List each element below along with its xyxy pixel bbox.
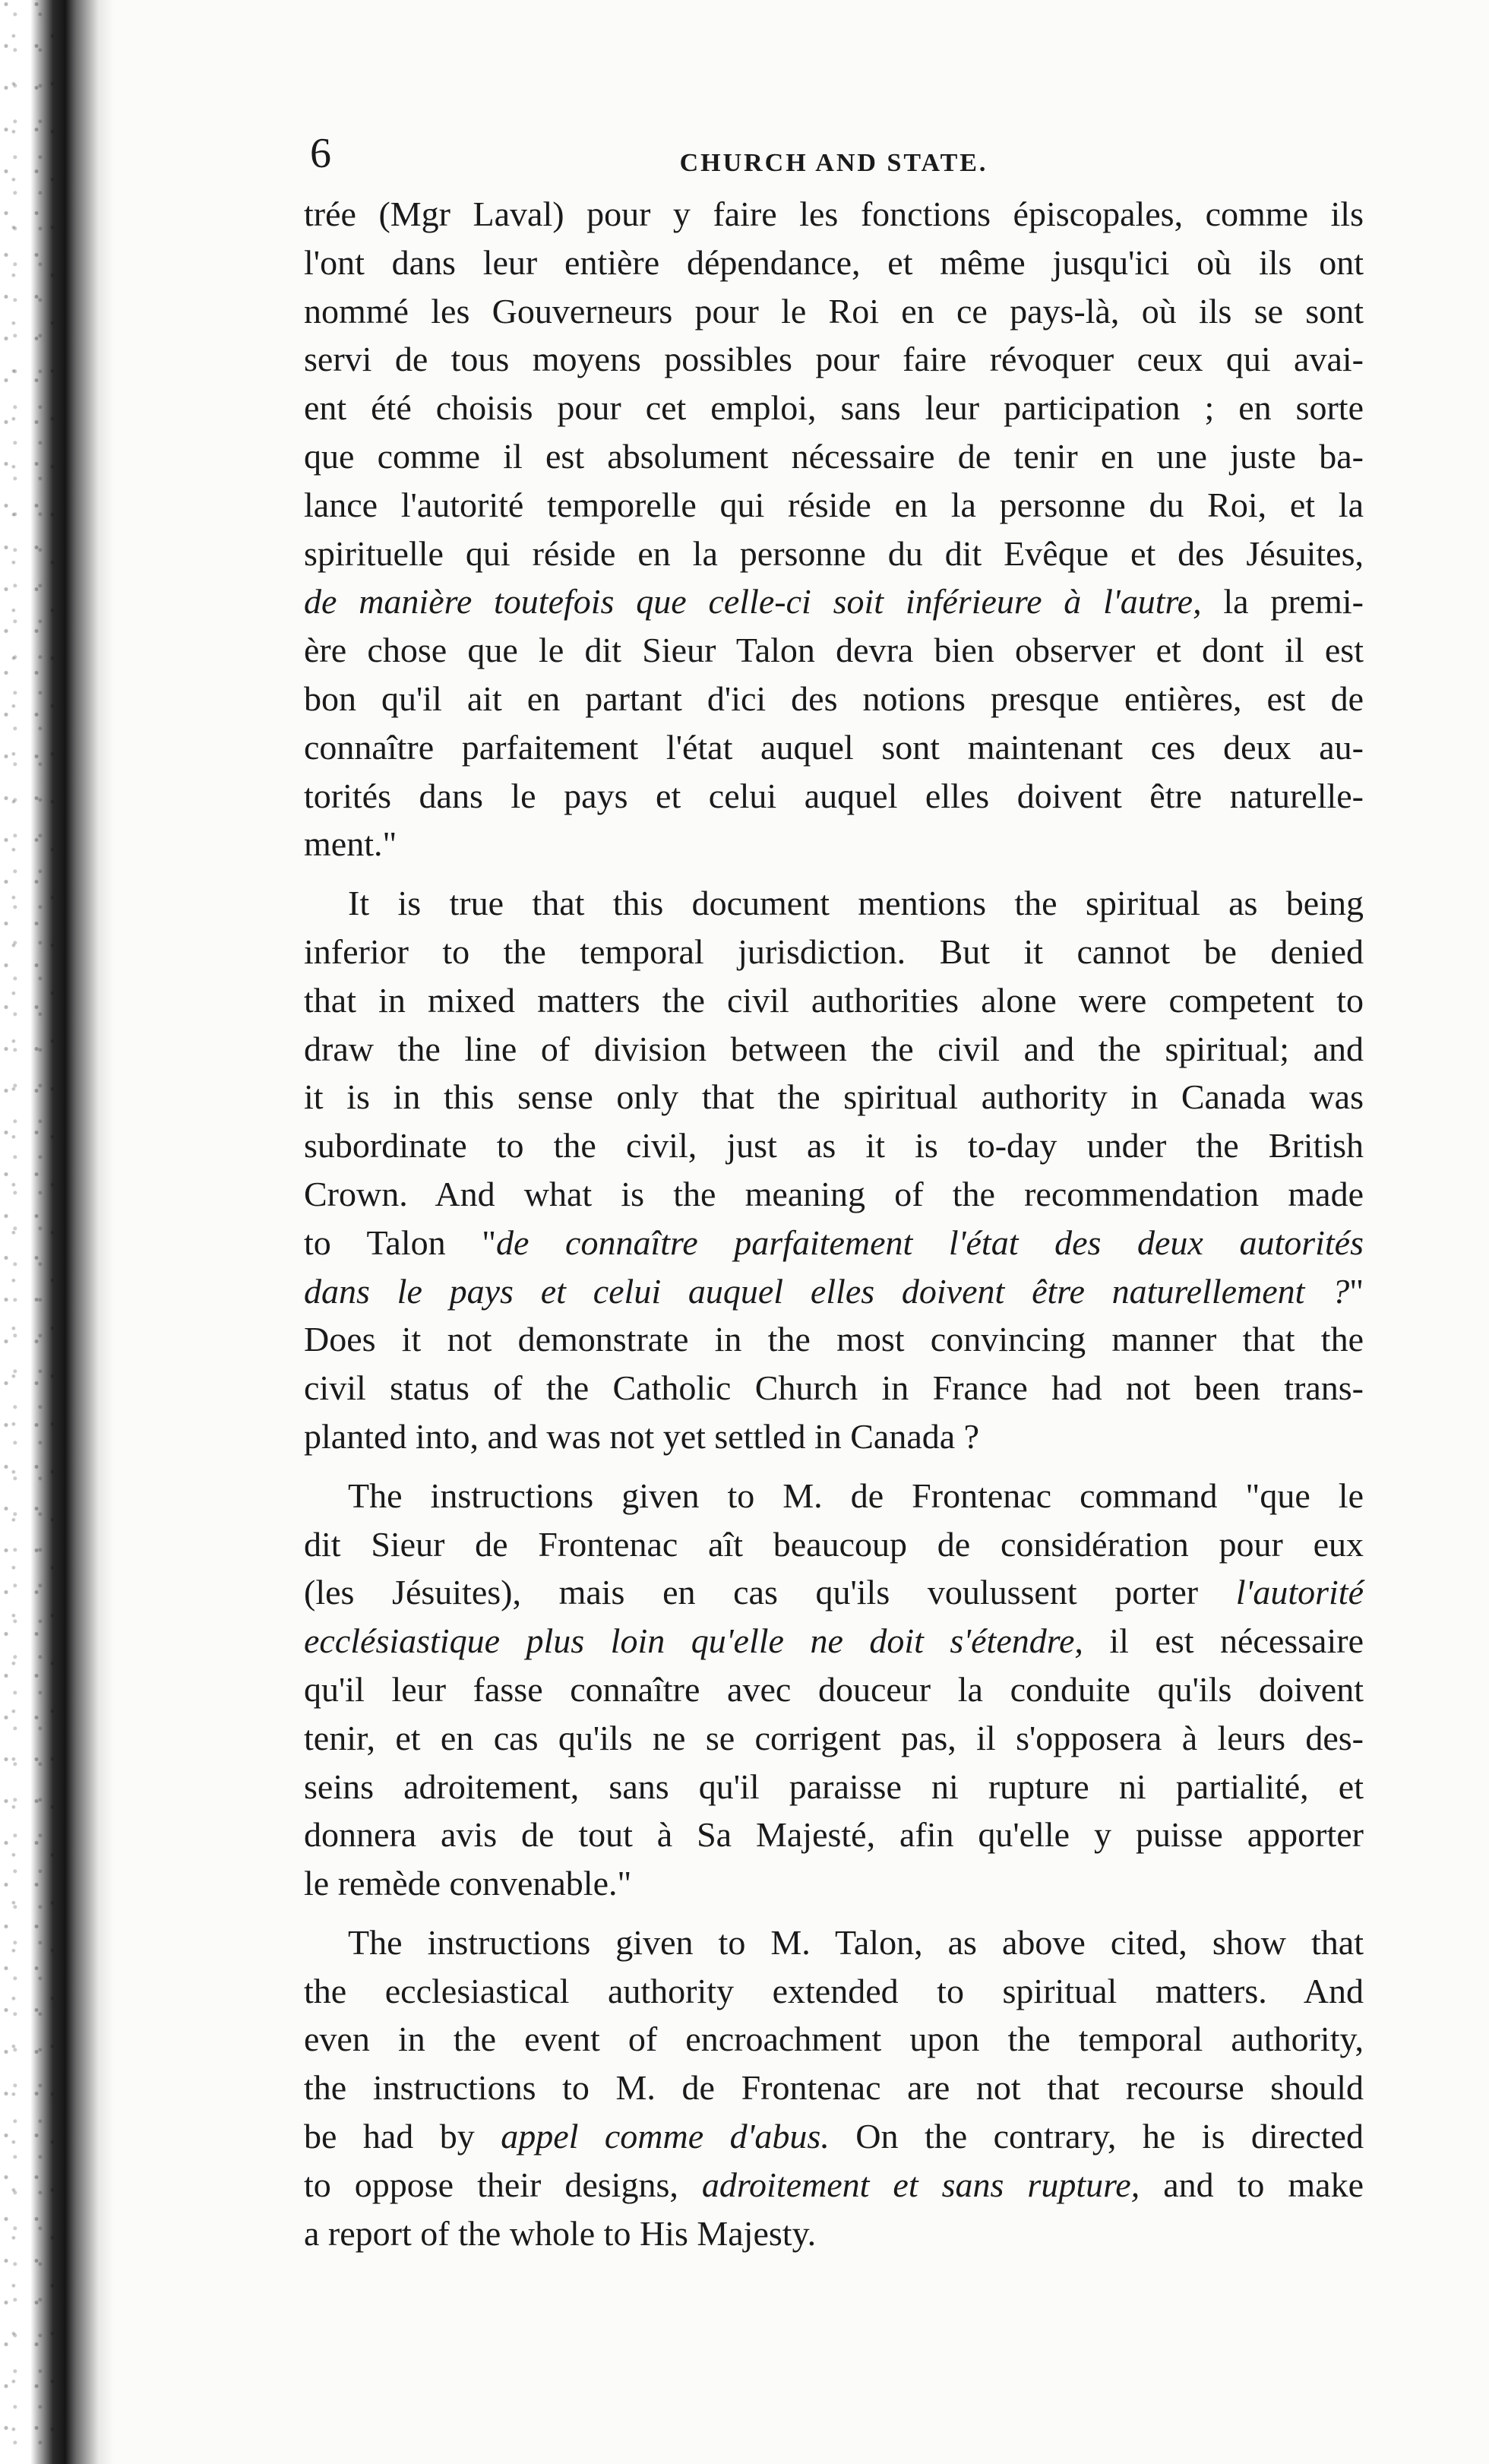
text-line bbox=[304, 2112, 1364, 2161]
text-line bbox=[304, 1073, 1364, 1121]
line-text: donnera avis de tout à Sa Majesté, afin qu'elle y puisse apporter bbox=[304, 1815, 1364, 1855]
italic-text: ecclésiastique plus loin qu'elle ne doit s'étendre, bbox=[304, 1621, 1083, 1661]
line-text: to oppose their designs, bbox=[304, 2165, 702, 2204]
line-text: be had by bbox=[304, 2117, 501, 2156]
text-line bbox=[304, 190, 1364, 239]
text-line bbox=[304, 384, 1364, 432]
text-line bbox=[304, 1121, 1364, 1170]
text-line bbox=[304, 879, 1364, 928]
text-line bbox=[304, 2015, 1364, 2064]
line-text: dit Sieur de Frontenac aît beaucoup de considération pour eux bbox=[304, 1524, 1364, 1564]
line-text: even in the event of encroachment upon the temporal authority, bbox=[304, 2020, 1364, 2059]
text-line bbox=[304, 2161, 1364, 2209]
body-text bbox=[304, 190, 1364, 2257]
line-text: planted into, and was not yet settled in Canada ? bbox=[304, 1416, 980, 1456]
text-line bbox=[304, 1811, 1364, 1859]
text-line bbox=[304, 1665, 1364, 1714]
paragraph-gap bbox=[304, 1461, 1364, 1472]
text-line bbox=[304, 1918, 1364, 1967]
text-line bbox=[304, 530, 1364, 578]
paragraph-gap bbox=[304, 868, 1364, 879]
italic-text: l'autorité bbox=[1235, 1573, 1364, 1612]
line-text: civil status of the Catholic Church in France had not been trans- bbox=[304, 1368, 1364, 1408]
line-text: servi de tous moyens possibles pour faire révoquer ceux qui avai- bbox=[304, 340, 1364, 379]
line-text: connaître parfaitement l'état auquel sont maintenant ces deux au- bbox=[304, 727, 1364, 767]
line-text: On the contrary, he is directed bbox=[829, 2117, 1364, 2156]
text-line bbox=[304, 1859, 1364, 1908]
line-text: lance l'autorité temporelle qui réside en la personne du Roi, et la bbox=[304, 485, 1364, 524]
line-text: a report of the whole to His Majesty. bbox=[304, 2213, 817, 2253]
line-text: tenir, et en cas qu'ils ne se corrigent pas, il s'opposera à leurs des- bbox=[304, 1718, 1364, 1757]
text-line bbox=[304, 820, 1364, 868]
italic-text: adroitement et sans rupture, bbox=[701, 2165, 1140, 2204]
line-text: to Talon " bbox=[304, 1223, 497, 1262]
line-text: trée (Mgr Laval) pour y faire les fonctions épiscopales, comme ils bbox=[304, 195, 1364, 233]
running-title: CHURCH AND STATE. bbox=[679, 149, 988, 177]
line-text: spirituelle qui réside en la personne du dit Evêque et des Jésuites, bbox=[304, 533, 1364, 573]
line-text: subordinate to the civil, just as it is to-day under the British bbox=[304, 1126, 1364, 1166]
text-line bbox=[304, 928, 1364, 976]
text-line bbox=[304, 772, 1364, 821]
text-line bbox=[304, 1412, 1364, 1461]
text-line bbox=[304, 1472, 1364, 1520]
text-line bbox=[304, 1025, 1364, 1074]
line-text: que comme il est absolument nécessaire de tenir en une juste ba- bbox=[304, 436, 1364, 476]
line-text: il est nécessaire bbox=[1083, 1621, 1364, 1661]
line-text: l'ont dans leur entière dépendance, et même jusqu'ici où ils ont bbox=[304, 242, 1364, 282]
paragraph bbox=[304, 879, 1364, 1461]
line-text: ment." bbox=[304, 824, 397, 864]
line-text: le remède convenable." bbox=[304, 1864, 632, 1903]
line-text: the ecclesiastical authority extended to spiritual matters. And bbox=[304, 1971, 1364, 2010]
line-text: draw the line of division between the civil and the spiritual; and bbox=[304, 1029, 1364, 1068]
text-line bbox=[304, 1520, 1364, 1569]
text-line bbox=[304, 2064, 1364, 2112]
text-line bbox=[304, 287, 1364, 336]
italic-text: de connaître parfaitement l'état des deux autorités bbox=[496, 1223, 1364, 1262]
binding-shadow-texture bbox=[0, 0, 53, 2464]
text-line bbox=[304, 1967, 1364, 2016]
text-line bbox=[304, 1617, 1364, 1665]
line-text: inferior to the temporal jurisdiction. But it cannot be denied bbox=[304, 932, 1364, 971]
text-line bbox=[304, 2209, 1364, 2258]
paragraph bbox=[304, 1918, 1364, 2258]
line-text: qu'il leur fasse connaître avec douceur la conduite qu'ils doivent bbox=[304, 1669, 1364, 1709]
text-line bbox=[304, 432, 1364, 481]
line-text: ent été choisis pour cet emploi, sans leur participation ; en sorte bbox=[304, 388, 1364, 428]
line-text: It is true that this document mentions the spiritual as being bbox=[348, 884, 1364, 923]
line-text: torités dans le pays et celui auquel elles doivent être naturelle- bbox=[304, 776, 1364, 815]
text-line bbox=[304, 976, 1364, 1025]
line-text: Crown. And what is the meaning of the recommendation made bbox=[304, 1174, 1364, 1213]
text-line bbox=[304, 1170, 1364, 1219]
paragraph-gap bbox=[304, 1908, 1364, 1918]
line-text: Does it not demonstrate in the most convincing manner that the bbox=[304, 1320, 1364, 1359]
text-line bbox=[304, 1364, 1364, 1412]
italic-text: de manière toutefois que celle-ci soit inférieure à l'autre, bbox=[304, 582, 1202, 622]
text-line bbox=[304, 1267, 1364, 1316]
line-text: seins adroitement, sans qu'il paraisse ni rupture ni partialité, et bbox=[304, 1767, 1364, 1806]
running-head bbox=[304, 129, 1364, 190]
page-number: 6 bbox=[310, 130, 331, 177]
line-text: the instructions to M. de Frontenac are not that recourse should bbox=[304, 2068, 1364, 2108]
text-line bbox=[304, 481, 1364, 530]
text-line bbox=[304, 239, 1364, 287]
line-text: it is in this sense only that the spiritual authority in Canada was bbox=[304, 1077, 1364, 1117]
text-line bbox=[304, 1219, 1364, 1267]
paragraph bbox=[304, 1472, 1364, 1908]
line-text: la premi- bbox=[1201, 582, 1364, 622]
book-page bbox=[304, 129, 1364, 2257]
paragraph bbox=[304, 190, 1364, 868]
line-text: nommé les Gouverneurs pour le Roi en ce pays-là, où ils se sont bbox=[304, 291, 1364, 331]
line-text: that in mixed matters the civil authorities alone were competent to bbox=[304, 980, 1364, 1020]
line-text: " bbox=[1349, 1271, 1364, 1311]
line-text: (les Jésuites), mais en cas qu'ils voulussent porter bbox=[304, 1573, 1236, 1612]
text-line bbox=[304, 1568, 1364, 1617]
line-text: bon qu'il ait en partant d'ici des notions presque entières, est de bbox=[304, 678, 1364, 718]
text-line bbox=[304, 626, 1364, 675]
line-text: ère chose que le dit Sieur Talon devra bien observer et dont il est bbox=[304, 631, 1364, 670]
italic-text: appel comme d'abus. bbox=[501, 2117, 830, 2156]
text-line bbox=[304, 577, 1364, 626]
italic-text: dans le pays et celui auquel elles doivent être naturellement ? bbox=[304, 1271, 1350, 1311]
line-text: and to make bbox=[1140, 2165, 1364, 2204]
text-line bbox=[304, 723, 1364, 772]
text-line bbox=[304, 1763, 1364, 1811]
text-line bbox=[304, 1714, 1364, 1763]
line-text: The instructions given to M. de Frontenac command "que le bbox=[348, 1476, 1364, 1515]
line-text: The instructions given to M. Talon, as above cited, show that bbox=[348, 1922, 1364, 1962]
text-line bbox=[304, 675, 1364, 723]
text-line bbox=[304, 335, 1364, 384]
text-line bbox=[304, 1315, 1364, 1364]
